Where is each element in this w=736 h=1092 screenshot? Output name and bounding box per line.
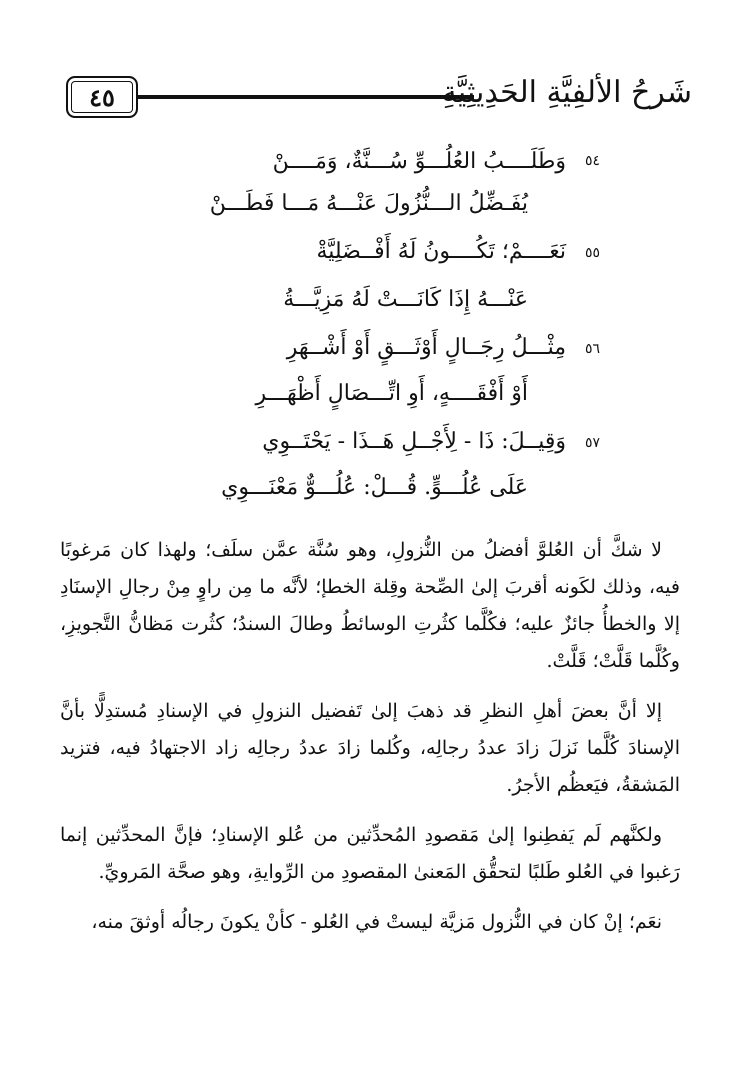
verse-second-half: يُفَـضِّلُ الـــنُّزُولَ عَنْـــهُ مَـــا فَطَـــنْ — [209, 191, 528, 216]
verse-first-half: وَطَلَــــبُ العُلُـــوِّ سُـــنَّةٌ، وَمَــــنْ — [272, 149, 566, 174]
header-rule — [136, 95, 474, 99]
verse-number: ٥٤ — [584, 153, 600, 169]
verse-first-half: نَعَــــمْ؛ تَكُــــونُ لَهُ أَفْــضَلِيَّةْ — [316, 239, 566, 264]
verse-number: ٥٧ — [584, 435, 600, 451]
paragraph: ولكنَّهم لَم يَفطِنوا إلىٰ مَقصودِ المُحدِّثين من عُلو الإسنادِ؛ فإنَّ المحدِّثين إنما رَغبوا في العُلو طَلبًا لتحقُّق المَعنىٰ المقصودِ من الرِّوايةِ، وهو صحَّة المَرويِّ. — [60, 824, 680, 883]
paragraph: إلا أنَّ بعضَ أهلِ النظرِ قد ذهبَ إلىٰ تَفضيل النزولِ في الإسنادِ مُستدِلًّا بأنَّ الإسنادَ كُلَّما نَزلَ زادَ عددُ رجالِه، وكُلما زادَ عددُ رجالِه زاد الاجتهادُ فيه، فتزيد المَشقةُ، فيَعظُم الأجرُ. — [60, 700, 680, 796]
verse-second-half: عَلَى عُلُـــوٍّ. قُـــلْ: عُلُـــوٌّ مَعْنَـــوِي — [221, 475, 528, 500]
page-number: ٤٥ — [89, 82, 115, 112]
commentary-text — [60, 532, 680, 954]
paragraph: لا شكَّ أن العُلوَّ أفضلُ من النُّزولِ، وهو سُنَّة عمَّن سلَف؛ ولهذا كان مَرغوبًا فيه، وذلك لكَونه أقربَ إلىٰ الصِّحة وقِلة الخطإ؛ لأنَّه ما مِن راوٍ مِنْ رجالِ الإسنَادِ إلا والخطأُ جائزٌ عليه؛ فكُلَّما كثُرتِ الوسائطُ وطالَ السندُ؛ كثُرت مَظانُّ التَّجويزِ، وكُلَّما قَلَّتْ؛ قَلَّتْ. — [60, 539, 680, 672]
verse-first-half: وَقِيــلَ: ذَا - لِأَجْــلِ هَــذَا - يَحْتَــوِي — [262, 429, 566, 454]
page-number-box — [66, 76, 138, 118]
paragraph: نعَم؛ إنْ كان في النُّزول مَزيَّة ليستْ في العُلو - كأنْ يكونَ رجالُه أوثقَ منه، — [91, 911, 662, 933]
verse-first-half: مِثْـــلُ رِجَــالٍ أَوْثَـــقٍ أَوْ أَشْــهَرِ — [286, 335, 566, 360]
page-header — [66, 68, 692, 128]
book-title: شَرحُ الألفِيَّةِ الحَدِيثِيَّةِ — [441, 75, 692, 110]
verse-second-half: عَنْـــهُ إِذَا كَانَـــتْ لَهُ مَزِيَّـــةُ — [283, 287, 528, 312]
verse-second-half: أَوْ أَفْقَــــهٍ، أَوِ اتِّـــصَالٍ أَظْهَـــرِ — [255, 381, 528, 406]
verse-number: ٥٦ — [584, 341, 600, 357]
verse-number: ٥٥ — [584, 245, 600, 261]
poem-verses — [0, 145, 736, 515]
